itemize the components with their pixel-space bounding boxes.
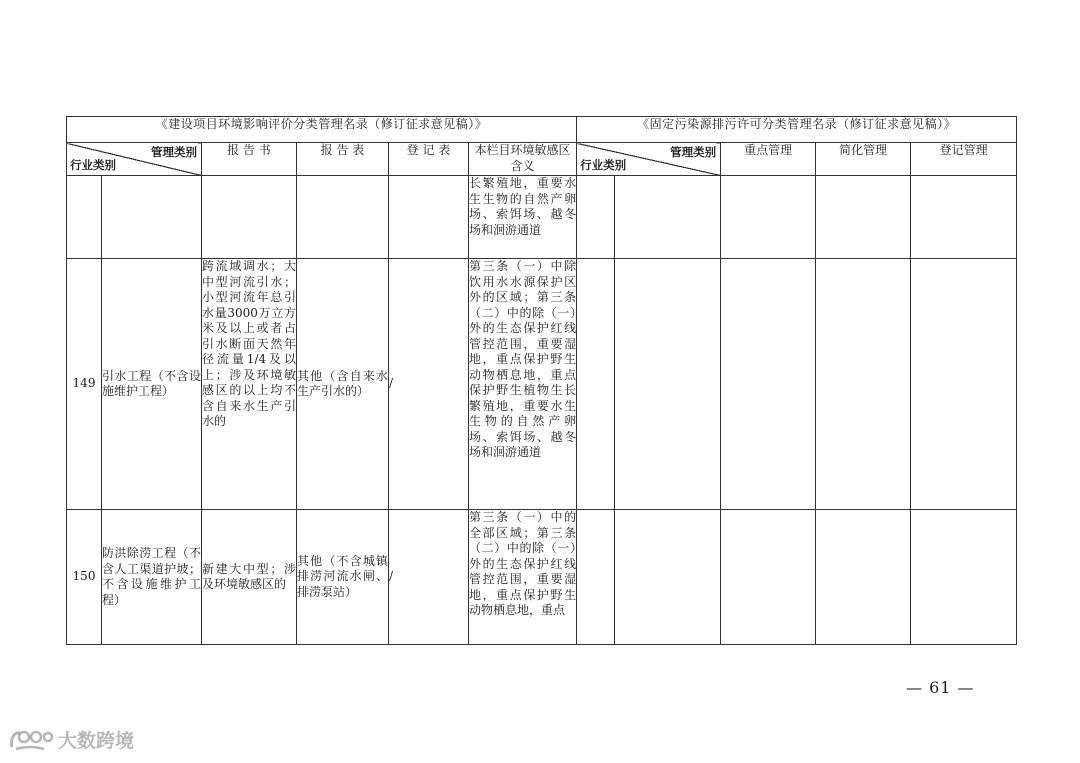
empty-cell: [615, 259, 721, 510]
header-report-book: 报 告 书: [202, 143, 297, 176]
header-sensitive-area: 本栏目环境敏感区含义: [469, 143, 577, 176]
empty-cell: [615, 510, 721, 645]
report-form-cell: 其他（含自来水生产引水的）: [297, 259, 389, 510]
empty-cell: [816, 259, 911, 510]
header-simplified-management: 简化管理: [816, 143, 911, 176]
management-category-label: 管理类别: [151, 145, 197, 159]
row-number: 149: [67, 259, 102, 510]
left-table-title: 《建设项目环境影响评价分类管理名录（修订征求意见稿）》: [67, 117, 577, 143]
brand-logo-icon: [8, 727, 54, 753]
empty-cell: [911, 510, 1017, 645]
industry-category: 防洪除涝工程（不含人工渠道护坡；不含设施维护工程）: [102, 510, 202, 645]
table-row: [67, 259, 1017, 510]
industry-category: [102, 176, 202, 259]
empty-cell: [816, 176, 911, 259]
report-book-cell: 跨流域调水；大中型河流引水；小型河流年总引水量3000万立方米及以上或者占引水断面天然年径流量1/4及以上；涉及环境敏感区的以上均不含自来水生产引水的: [202, 259, 297, 510]
page-number: — 61 —: [906, 678, 975, 697]
watermark: [8, 726, 134, 753]
sensitive-area-cell: 长繁殖地，重要水生生物的自然产卵场、索饵场、越冬场和洄游通道: [469, 176, 577, 259]
row-number: [67, 176, 102, 259]
empty-cell: [615, 176, 721, 259]
empty-cell: [577, 176, 615, 259]
table-row: [67, 176, 1017, 259]
management-category-label: 管理类别: [670, 145, 717, 159]
left-diagonal-header: [67, 143, 202, 176]
registration-cell: [389, 176, 469, 259]
watermark-text: 大数跨境: [58, 730, 135, 752]
empty-cell: [911, 259, 1017, 510]
classification-table: [66, 116, 1017, 645]
sensitive-area-cell: 第三条（一）中的全部区域；第三条（二）中的除（一）外的生态保护红线管控范围，重要湿地，重点保护野生动物栖息地，重点: [469, 510, 577, 645]
empty-cell: [721, 510, 816, 645]
empty-cell: [911, 176, 1017, 259]
empty-cell: [816, 510, 911, 645]
header-registration-management: 登记管理: [911, 143, 1017, 176]
row-number: 150: [67, 510, 102, 645]
empty-cell: [577, 510, 615, 645]
report-book-cell: [202, 176, 297, 259]
registration-cell: /: [389, 510, 469, 645]
report-book-cell: 新建大中型；涉及环境敏感区的: [202, 510, 297, 645]
header-report-form: 报 告 表: [297, 143, 389, 176]
industry-category-label: 行业类别: [70, 157, 116, 172]
header-key-management: 重点管理: [721, 143, 816, 176]
registration-cell: /: [389, 259, 469, 510]
table-row: [67, 510, 1017, 645]
sensitive-area-cell: 第三条（一）中除饮用水水源保护区外的区域；第三条（二）中的除（一）外的生态保护红线管控范围，重要湿地，重点保护野生动物栖息地，重点保护野生植物生长繁殖地，重要水生生物的自然产卵场、索饵场、越冬场和洄游通道: [469, 259, 577, 510]
right-diagonal-header: [577, 143, 721, 176]
empty-cell: [577, 259, 615, 510]
industry-category-label: 行业类别: [580, 157, 627, 172]
report-form-cell: 其他（不含城镇排涝河流水闸、排涝泵站）: [297, 510, 389, 645]
header-registration-form: 登 记 表: [389, 143, 469, 176]
empty-cell: [721, 259, 816, 510]
empty-cell: [721, 176, 816, 259]
right-table-title: 《固定污染源排污许可分类管理名录（修订征求意见稿）》: [577, 117, 1017, 143]
report-form-cell: [297, 176, 389, 259]
industry-category: 引水工程（不含设施维护工程）: [102, 259, 202, 510]
